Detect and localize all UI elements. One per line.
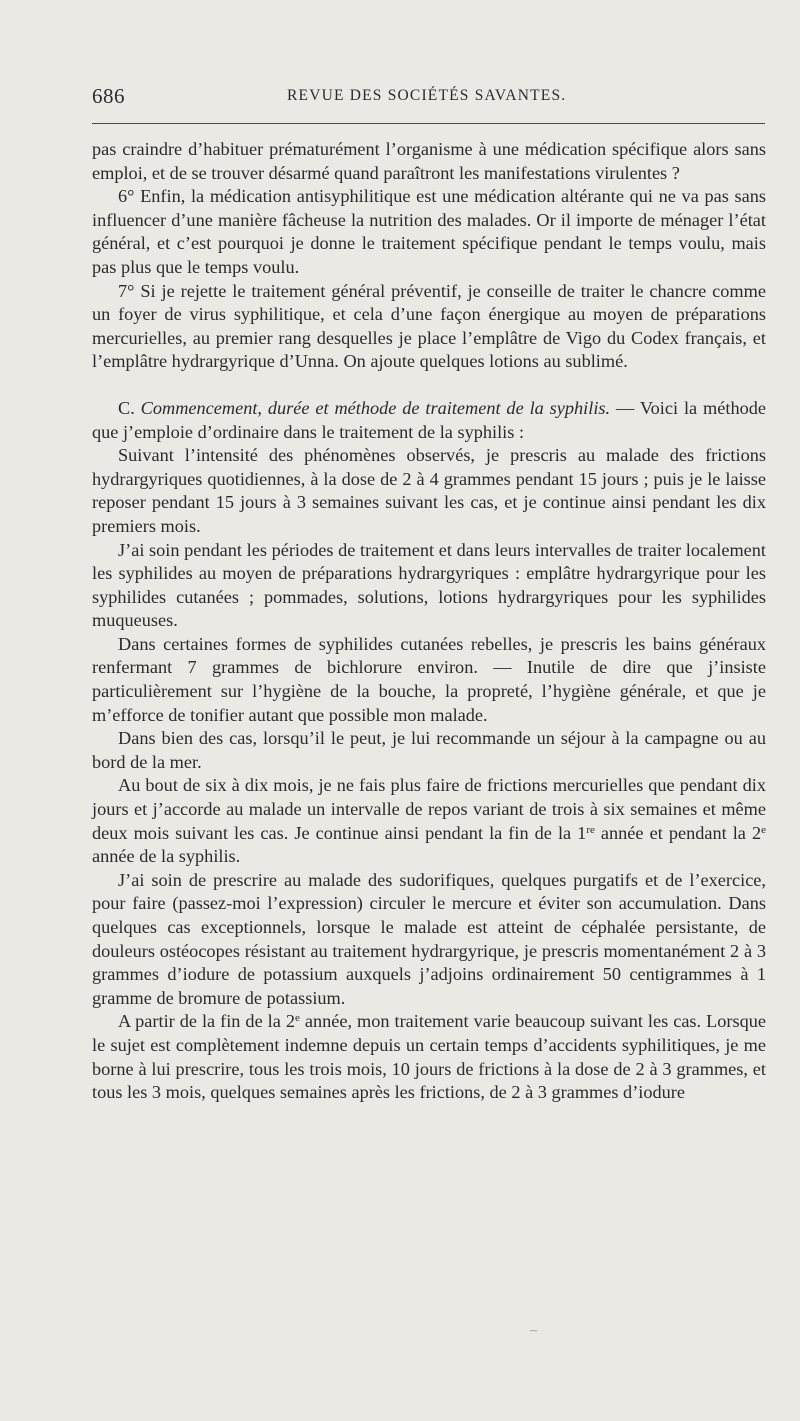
paragraph-6: J’ai soin pendant les périodes de traitement et dans leurs intervalles de traiter localement les syphilides au moyen de préparations hydrargyriques : emplâtre hydrargyrique pour les syphilides cutanées ; pommades, solutions, lotions hydrargyriques pour les syphilides muqueuses. [92, 539, 766, 631]
section-c-paragraph [92, 397, 766, 444]
section-label: C. [118, 397, 135, 418]
paragraph-11-part-b: année, mon traitement varie beaucoup suivant les cas. Lorsque le sujet est complètement indemne depuis un certain temps d’accidents syphilitiques, je me borne à lui prescrire, tous les trois mois, 10 jours de frictions à la dose de 2 à 3 grammes, et tous les 3 mois, quelques semaines après les frictions, de 2 à 3 grammes d’iodure [92, 1011, 766, 1103]
paragraph-7: Dans certaines formes de syphilides cutanées rebelles, je prescris les bains généraux renfermant 7 grammes de bichlorure environ. — Inutile de dire que j’insiste particulièrement sur l’hygiène de la bouche, la propreté, l’hygiène générale, et que je m’efforce de tonifier autant que possible mon malade. [92, 633, 766, 725]
section-title: Commencement, durée et méthode de traitement de la syphilis. [140, 397, 611, 418]
section-intro: — Voici la méthode que j’emploie d’ordinaire dans le traitement de la syphilis : [92, 397, 766, 442]
ordinal-suffix: re [586, 823, 595, 836]
paragraph-2: 6° Enfin, la médication antisyphilitique est une médication altérante qui ne va pas sans influencer d’une manière fâcheuse la nutrition des malades. Or il importe de ménager l’état général, et c’est pourquoi je donne le traitement spécifique pendant le temps voulu, mais pas plus que le temps voulu. [92, 186, 766, 277]
paragraph-3: 7° Si je rejette le traitement général préventif, je conseille de traiter le chancre comme un foyer de virus syphilitique, et cela d’une façon énergique au moyen de préparations mercurielles, au premier rang desquelles je place l’emplâtre de Vigo du Codex français, et l’emplâtre hydrargyrique d’Unna. On ajoute quelques lotions au sublimé. [92, 280, 766, 372]
paragraph-9 [92, 774, 766, 868]
paragraph-5: Suivant l’intensité des phénomènes observés, je prescris au malade des frictions hydrargyriques quotidiennes, à la dose de 2 à 4 grammes pendant 15 jours ; puis je le laisse reposer pendant 15 jours à 3 semaines suivant les cas, et je continue ainsi pendant les dix premiers mois. [92, 445, 766, 536]
running-head: REVUE DES SOCIÉTÉS SAVANTES. [287, 87, 567, 104]
footer-mark: – [530, 1323, 537, 1338]
paragraph-9-part-b: année et pendant la 2 [594, 822, 762, 843]
paragraph-11 [92, 1010, 766, 1104]
paragraph-10: J’ai soin de prescrire au malade des sudorifiques, quelques purgatifs et de l’exercice, pour faire (passez-moi l’expression) circuler le mercure et éviter son accumulation. Dans quelques cas exceptionnels, lorsque le malade est atteint de céphalée persistante, de douleurs ostéocopes résistant au traitement hydrargyrique, je prescris momentanément 2 à 3 grammes d’iodure de potassium auxquels j’adjoins ordinairement 50 centigrammes à 1 gramme de bromure de potassium. [92, 869, 766, 1008]
header-rule [92, 123, 765, 124]
paragraph-9-part-a: Au bout de six à dix mois, je ne fais plus faire de frictions mercurielles que pendant dix jours et j’accorde au malade un intervalle de repos variant de trois à six semaines et même deux mois suivant les cas. Je continue ainsi pendant la fin de la 1 [92, 775, 766, 843]
page-header [92, 84, 767, 108]
paragraph-1: pas craindre d’habituer prématurément l’organisme à une médication spécifique alors sans emploi, et de se trouver désarmé quand paraîtront les manifestations virulentes ? [92, 139, 766, 183]
ordinal-suffix: e [294, 1012, 300, 1025]
body-text [92, 138, 766, 1105]
ordinal-suffix: e [761, 823, 766, 836]
paragraph-9-part-c: année de la syphilis. [92, 846, 241, 867]
paragraph-8: Dans bien des cas, lorsqu’il le peut, je lui recommande un séjour à la campagne ou au bord de la mer. [92, 728, 766, 772]
page-number: 686 [92, 84, 125, 108]
paragraph-11-part-a: A partir de la fin de la 2 [118, 1011, 295, 1032]
